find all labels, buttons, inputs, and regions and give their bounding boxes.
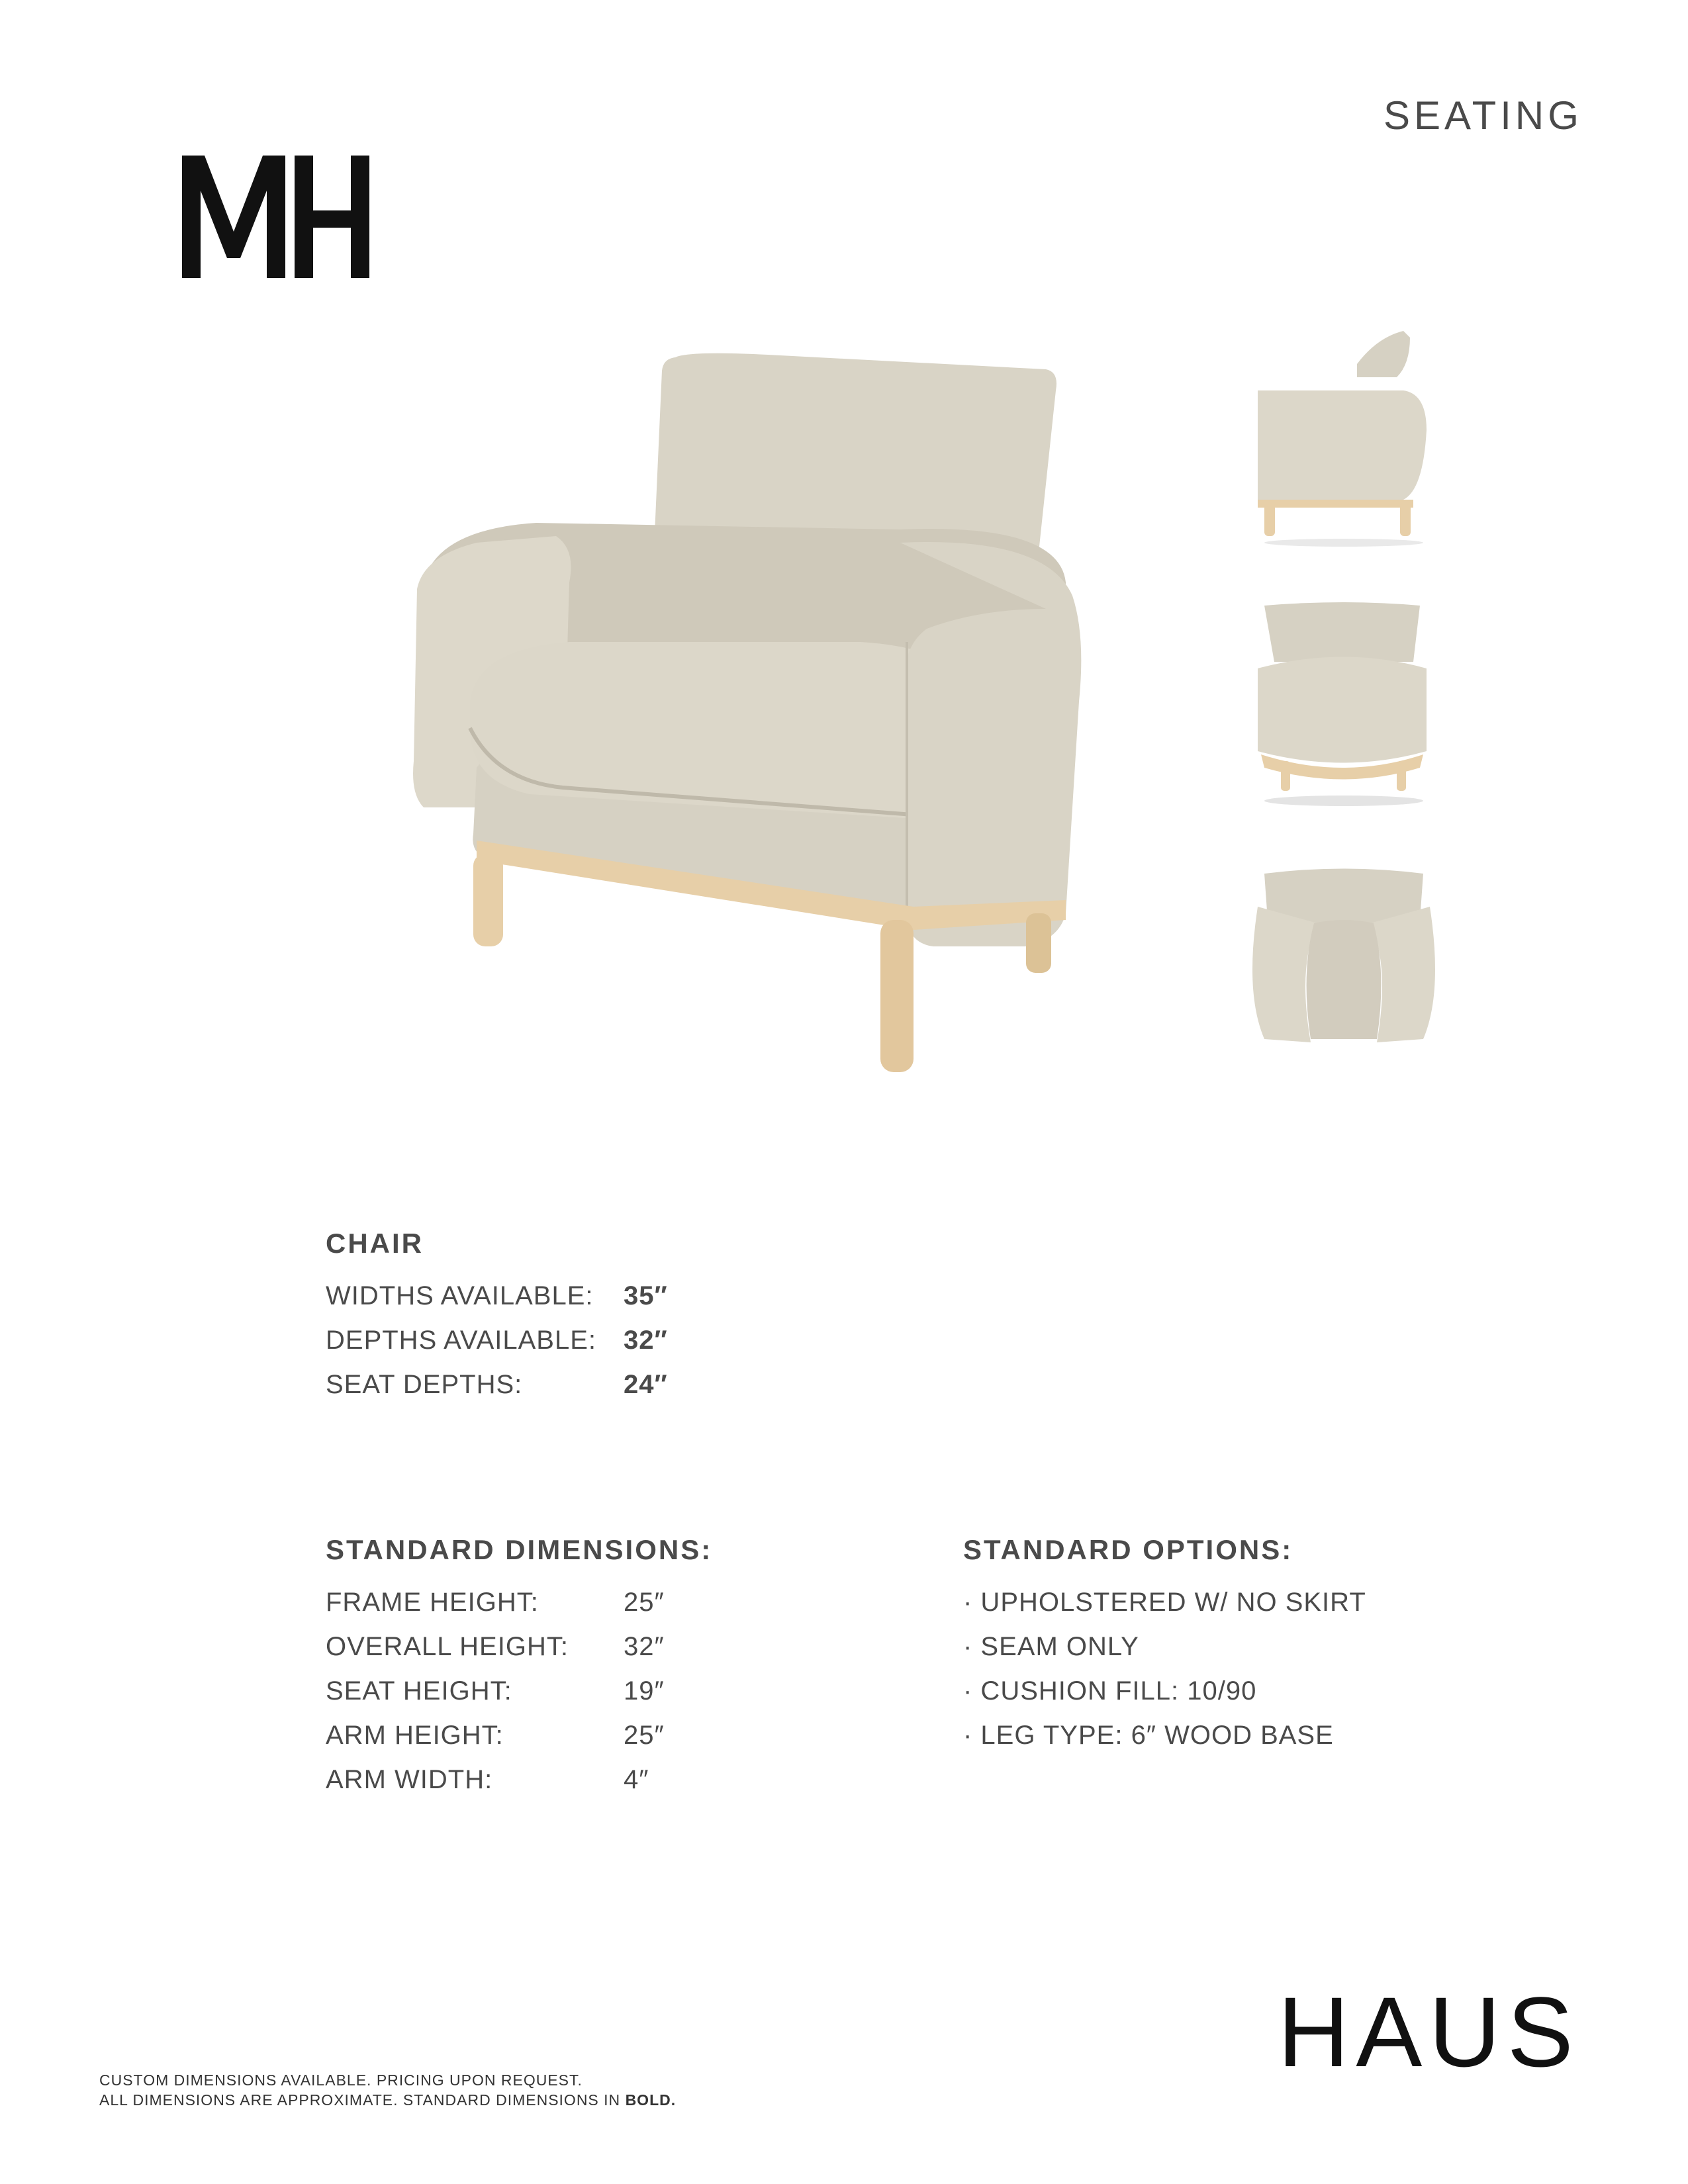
option-item: · UPHOLSTERED W/ NO SKIRT [963,1588,1366,1617]
dimension-row [326,1758,921,1802]
spec-label: SEAT DEPTHS: [326,1370,523,1399]
dimension-value: 4″ [624,1765,649,1794]
dimension-value: 32″ [624,1632,665,1661]
dimension-row [326,1669,921,1713]
chair-heading: CHAIR [326,1228,424,1259]
spec-label: DEPTHS AVAILABLE: [326,1326,597,1355]
armchair-hero-image [397,331,1112,1099]
dimension-label: FRAME HEIGHT: [326,1588,539,1617]
option-item: · SEAM ONLY [963,1632,1139,1661]
standard-options [963,1534,1559,1758]
category-label: SEATING [1383,93,1583,138]
dimension-value: 25″ [624,1588,665,1617]
mh-logo [182,152,381,278]
spec-row [326,1318,921,1363]
armchair-back-view-image [1244,592,1443,817]
spec-label: WIDTHS AVAILABLE: [326,1281,594,1310]
dimension-label: ARM HEIGHT: [326,1721,504,1750]
dimensions-heading: STANDARD DIMENSIONS: [326,1534,713,1565]
spec-row [326,1363,921,1407]
brand-wordmark: HAUS [1278,1976,1580,2087]
dimension-row [326,1713,921,1758]
options-heading: STANDARD OPTIONS: [963,1534,1293,1565]
option-item: · CUSHION FILL: 10/90 [963,1676,1257,1706]
standard-dimensions [326,1534,921,1802]
option-item: · LEG TYPE: 6″ WOOD BASE [963,1721,1334,1750]
chair-specs [326,1228,921,1407]
dimension-value: 25″ [624,1721,665,1750]
spec-value: 35″ [624,1281,668,1310]
dimension-value: 19″ [624,1676,665,1706]
dimension-row [326,1580,921,1625]
spec-value: 24″ [624,1370,668,1399]
spec-value: 32″ [624,1326,668,1355]
footnote-line-2-text: ALL DIMENSIONS ARE APPROXIMATE. STANDARD DIMENSIONS IN [99,2091,621,2109]
footnote [99,2070,1026,2110]
dimension-label: OVERALL HEIGHT: [326,1632,569,1661]
dimension-label: SEAT HEIGHT: [326,1676,512,1706]
footnote-line-1: CUSTOM DIMENSIONS AVAILABLE. PRICING UPON REQUEST. [99,2071,583,2089]
armchair-top-view-image [1238,860,1450,1059]
footnote-line-2 [99,2090,1026,2110]
dimension-label: ARM WIDTH: [326,1765,493,1794]
armchair-side-view-image [1244,324,1443,549]
dimension-row [326,1625,921,1669]
spec-row [326,1274,921,1318]
footnote-bold-word: BOLD. [625,2091,677,2109]
